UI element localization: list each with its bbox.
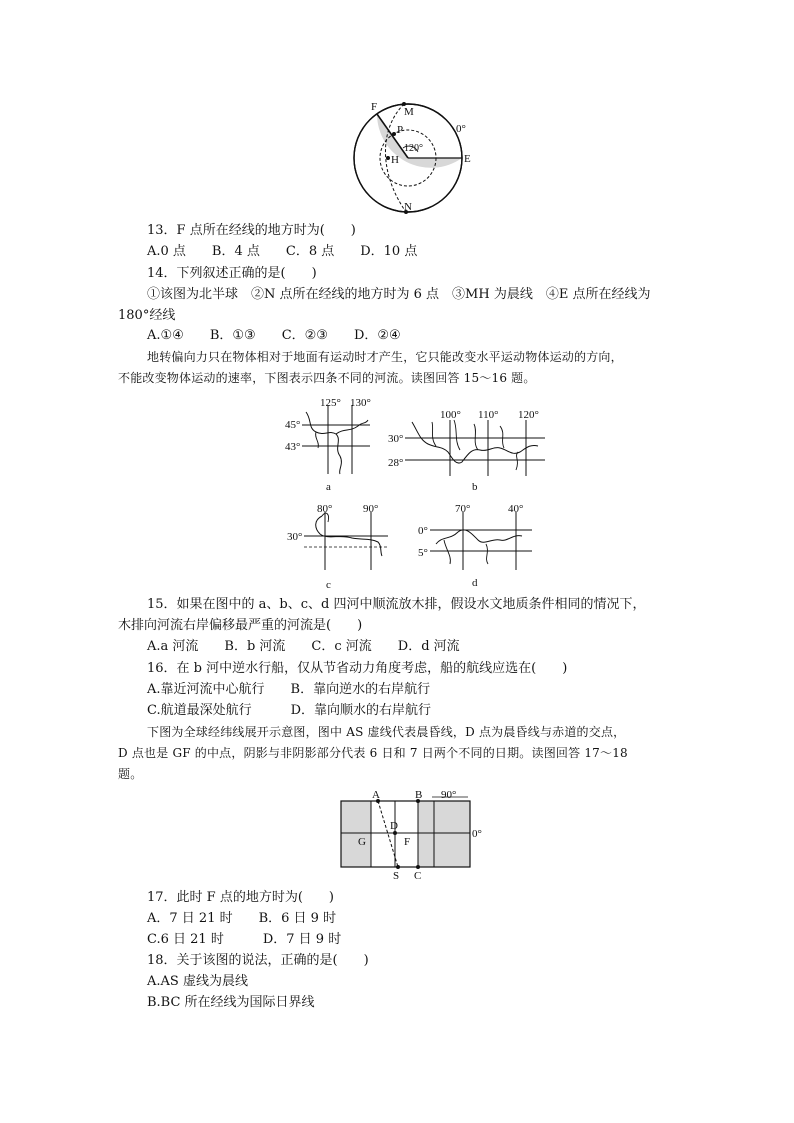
fig1-label-120deg: 120° [404,143,423,154]
q15-line1: 15．如果在图中的 a、b、c、d 四河中顺流放木排，假设水文地质条件相同的情况下， [147,597,646,612]
panel-d-lon1: 70° [455,503,471,515]
intro17-line3: 题。 [118,767,143,781]
panel-b-lon1: 100° [440,409,461,421]
fig1-label-P: P [397,124,404,136]
fig1-label-F: F [371,101,378,113]
figure-graticule-strip [0,785,794,885]
panel-c-lat1: 30° [287,531,303,543]
q16-options-line1: A.靠近河流中心航行 B．靠向逆水的右岸航行 [147,682,431,697]
panel-d-lat1: 0° [418,525,428,537]
q17-options-line2: C.6 日 21 时 D．7 日 9 时 [147,932,342,947]
intro15-line1: 地转偏向力只在物体相对于地面有运动时才产生，它只能改变水平运动物体运动的方向， [147,350,623,364]
q15-line2: 木排向河流右岸偏移最严重的河流是( ) [118,618,363,633]
fig3-label-90deg: 90° [441,789,457,801]
panel-d-caption: d [472,577,478,589]
q14-statements-line1: ①该图为北半球 ②N 点所在经线的地方时为 6 点 ③MH 为晨线 ④E 点所在经线为 [147,287,651,302]
q14-options: A.①④ B．①③ C．②③ D．②④ [147,328,401,343]
q13-options: A.0 点 B．4 点 C．8 点 D．10 点 [147,244,418,259]
panel-d-lat2: 5° [418,547,428,559]
panel-b-lat1: 30° [388,433,404,445]
panel-a-lat1: 45° [285,419,301,431]
fig3-label-G: G [358,836,366,848]
fig1-label-M: M [404,106,414,118]
figure-four-rivers [0,390,794,590]
river-panel-a [285,397,371,493]
q14-statements-line2: 180°经线 [118,308,176,323]
q16-options-line2: C.航道最深处航行 D．靠向顺水的右岸航行 [147,703,432,718]
q13-stem: 13．F 点所在经线的地方时为( ) [147,223,356,238]
q18-option-a: A.AS 虚线为晨线 [147,974,248,989]
fig3-label-F: F [404,836,411,848]
panel-b-lon2: 110° [478,409,499,421]
fig3-label-A: A [372,789,380,801]
q18-stem: 18．关于该图的说法，正确的是( ) [147,953,369,968]
fig3-label-0deg: 0° [472,828,482,840]
fig1-label-N: N [404,201,412,213]
fig1-label-H: H [391,154,399,166]
fig3-label-B: B [415,789,423,801]
panel-b-caption: b [472,481,478,493]
panel-b-lon3: 120° [518,409,539,421]
fig3-label-D: D [390,820,398,832]
intro17-line2: D 点也是 GF 的中点，阴影与非阴影部分代表 6 日和 7 日两个不同的日期。读图回答 17～18 [118,746,628,760]
river-panel-b [388,409,545,493]
q15-options: A.a 河流 B．b 河流 C．c 河流 D．d 河流 [147,639,460,654]
panel-c-lon2: 90° [363,503,379,515]
river-panel-d [418,503,532,589]
figure-polar-view [0,0,794,230]
panel-c-caption: c [326,579,331,591]
panel-b-lat2: 28° [388,457,404,469]
panel-d-lon2: 40° [508,503,524,515]
q16-stem: 16．在 b 河中逆水行船，仅从节省动力角度考虑，船的航线应选在( ) [147,661,568,676]
intro17-line1: 下图为全球经纬线展开示意图，图中 AS 虚线代表晨昏线，D 点为晨昏线与赤道的交点， [147,725,626,739]
intro15-line2: 不能改变物体运动的速率，下图表示四条不同的河流。读图回答 15～16 题。 [118,371,536,385]
q14-stem: 14．下列叙述正确的是( ) [147,266,317,281]
river-panel-c [287,503,388,591]
panel-a-lon2: 130° [350,397,371,409]
panel-a-lon1: 125° [320,397,341,409]
panel-c-lon1: 80° [317,503,333,515]
fig3-label-S: S [393,870,400,882]
fig3-label-C: C [414,870,422,882]
fig1-label-0deg: 0° [456,123,466,135]
q18-option-b: B.BC 所在经线为国际日界线 [147,995,315,1010]
q17-stem: 17．此时 F 点的地方时为( ) [147,890,334,905]
q17-options-line1: A．7 日 21 时 B．6 日 9 时 [147,911,337,926]
panel-a-caption: a [326,481,331,493]
panel-a-lat2: 43° [285,441,301,453]
fig1-label-E: E [464,153,471,165]
